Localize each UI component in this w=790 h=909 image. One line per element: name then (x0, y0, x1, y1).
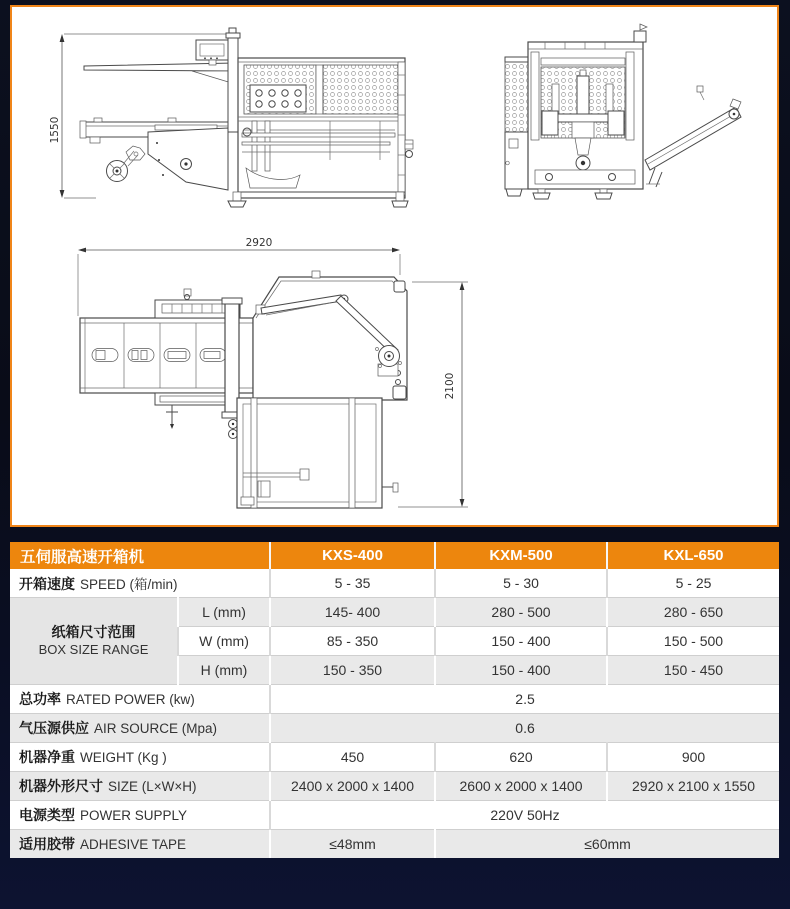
label-zh: 总功率 (19, 691, 61, 707)
spec-row-box-length (10, 598, 779, 627)
model-column-kxs-400: KXS-400 (270, 542, 435, 569)
spec-value: 220V 50Hz (270, 801, 779, 830)
spec-value: 2920 x 2100 x 1550 (607, 772, 779, 801)
label-zh: 适用胶带 (19, 836, 75, 852)
spec-label (10, 743, 270, 772)
spec-value: 620 (435, 743, 607, 772)
label-zh: 纸箱尺寸范围 (51, 624, 136, 641)
label-zh: 气压源供应 (19, 720, 89, 736)
spec-table-section (10, 542, 779, 858)
side-view-drawing (49, 28, 413, 207)
spec-row-power-supply (10, 801, 779, 830)
spec-value: 0.6 (270, 714, 779, 743)
model-column-kxl-650: KXL-650 (607, 542, 779, 569)
table-header-row (10, 542, 779, 569)
spec-label (10, 801, 270, 830)
spec-row-rated-power (10, 685, 779, 714)
spec-value: 2400 x 2000 x 1400 (270, 772, 435, 801)
spec-value: 145- 400 (270, 598, 435, 627)
label-en: WEIGHT (Kg ) (80, 750, 167, 765)
spec-label (10, 569, 270, 598)
label-en: SIZE (L×W×H) (108, 779, 197, 794)
spec-value: 85 - 350 (270, 627, 435, 656)
spec-value: 900 (607, 743, 779, 772)
side-height-dimension-label: 1550 (49, 116, 61, 144)
label-en: RATED POWER (kw) (66, 692, 195, 707)
end-view-drawing (505, 24, 741, 199)
spec-value: 5 - 35 (270, 569, 435, 598)
technical-drawings-panel (10, 5, 779, 527)
label-en: SPEED (箱/min) (80, 576, 178, 592)
spec-value: 5 - 30 (435, 569, 607, 598)
spec-value: 150 - 350 (270, 656, 435, 685)
spec-label-box-size (10, 598, 178, 685)
plan-view-drawing (78, 237, 468, 508)
plan-width-dimension-label: 2920 (245, 237, 273, 249)
spec-row-air-source (10, 714, 779, 743)
spec-label (10, 830, 270, 859)
label-en: ADHESIVE TAPE (80, 837, 187, 852)
model-column-kxm-500: KXM-500 (435, 542, 607, 569)
spec-table (10, 542, 779, 858)
spec-value: 150 - 400 (435, 656, 607, 685)
spec-value: 280 - 500 (435, 598, 607, 627)
spec-value: ≤60mm (435, 830, 779, 859)
machine-drawings (12, 7, 777, 525)
spec-label (10, 772, 270, 801)
spec-label (10, 714, 270, 743)
spec-label (10, 685, 270, 714)
spec-value: 2600 x 2000 x 1400 (435, 772, 607, 801)
spec-sublabel: W (mm) (178, 627, 270, 656)
spec-row-adhesive-tape (10, 830, 779, 859)
label-zh: 电源类型 (19, 807, 75, 823)
spec-row-speed (10, 569, 779, 598)
spec-value: 150 - 500 (607, 627, 779, 656)
spec-value: 2.5 (270, 685, 779, 714)
label-zh: 机器净重 (19, 749, 75, 765)
spec-value: 280 - 650 (607, 598, 779, 627)
label-zh: 开箱速度 (19, 575, 75, 592)
table-title: 五伺服高速开箱机 (10, 542, 270, 569)
spec-value: 150 - 450 (607, 656, 779, 685)
spec-row-weight (10, 743, 779, 772)
spec-sublabel: L (mm) (178, 598, 270, 627)
label-en: BOX SIZE RANGE (38, 641, 149, 657)
spec-value: 5 - 25 (607, 569, 779, 598)
spec-row-machine-size (10, 772, 779, 801)
spec-value: ≤48mm (270, 830, 435, 859)
label-zh: 机器外形尺寸 (19, 778, 103, 794)
spec-sublabel: H (mm) (178, 656, 270, 685)
plan-depth-dimension-label: 2100 (444, 372, 456, 400)
label-en: POWER SUPPLY (80, 808, 188, 823)
label-en: AIR SOURCE (Mpa) (94, 721, 218, 736)
spec-value: 150 - 400 (435, 627, 607, 656)
spec-value: 450 (270, 743, 435, 772)
